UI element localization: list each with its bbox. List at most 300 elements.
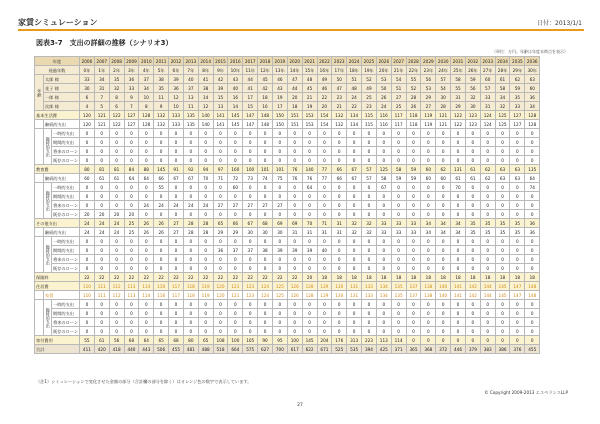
value-cell: 627: [258, 345, 273, 354]
temporary-row: [35, 318, 540, 327]
value-cell: 0: [109, 237, 124, 246]
value-cell: 0: [451, 300, 466, 309]
value-cell: 4: [80, 102, 95, 111]
temporary-row: [35, 147, 540, 156]
value-cell: 151: [287, 111, 302, 120]
value-cell: 132: [332, 111, 347, 120]
value-cell: 0: [287, 183, 302, 192]
value-cell: 57: [480, 84, 495, 93]
value-cell: 35: [465, 219, 480, 228]
value-cell: 0: [332, 147, 347, 156]
value-cell: 4年: [139, 66, 154, 75]
value-cell: 0: [183, 237, 198, 246]
value-cell: 0: [406, 318, 421, 327]
temporary-row: [35, 255, 540, 264]
value-cell: 0: [510, 318, 525, 327]
value-cell: 18年: [347, 66, 362, 75]
value-cell: 0: [480, 246, 495, 255]
value-cell: 0: [139, 309, 154, 318]
value-cell: 20: [94, 210, 109, 219]
value-cell: 0: [332, 255, 347, 264]
indent-cell: [35, 183, 44, 219]
indent-cell: [35, 291, 44, 300]
row-label: 期間的支出: [52, 309, 80, 318]
value-cell: 19年: [362, 66, 377, 75]
value-cell: 91: [169, 165, 184, 174]
row-label: 期間的支出: [52, 192, 80, 201]
row-label: 既存のローン: [53, 211, 79, 217]
value-cell: 0: [451, 327, 466, 336]
value-cell: 0: [302, 318, 317, 327]
value-cell: 0: [213, 156, 228, 165]
value-cell: 13: [183, 93, 198, 102]
value-cell: 30: [80, 84, 95, 93]
value-cell: 48: [302, 75, 317, 84]
value-cell: 81: [109, 165, 124, 174]
value-cell: 24: [80, 219, 95, 228]
value-cell: 127: [510, 120, 525, 129]
value-cell: 0: [169, 129, 184, 138]
value-cell: 68: [124, 336, 139, 345]
value-cell: 0: [94, 255, 109, 264]
value-cell: 134: [347, 111, 362, 120]
value-cell: 0: [495, 192, 510, 201]
value-cell: 122: [109, 111, 124, 120]
value-cell: 46: [317, 84, 332, 93]
value-cell: 0: [421, 327, 436, 336]
value-cell: 0: [421, 318, 436, 327]
value-cell: 41: [243, 84, 258, 93]
value-cell: 0: [376, 318, 391, 327]
value-cell: 124: [480, 111, 495, 120]
value-cell: 0: [347, 183, 362, 192]
value-cell: 60: [436, 174, 451, 183]
value-cell: 0: [198, 309, 213, 318]
value-cell: 114: [391, 336, 406, 345]
value-cell: 0: [302, 255, 317, 264]
value-cell: 0: [465, 210, 480, 219]
value-cell: 0: [94, 237, 109, 246]
value-cell: 0: [124, 201, 139, 210]
value-cell: 0: [451, 318, 466, 327]
value-cell: 22: [287, 273, 302, 282]
value-cell: 6: [80, 93, 95, 102]
value-cell: 29: [421, 93, 436, 102]
total-row: [35, 345, 540, 354]
value-cell: 61: [451, 174, 466, 183]
value-cell: 55: [406, 75, 421, 84]
value-cell: 0: [124, 183, 139, 192]
value-cell: 0: [451, 156, 466, 165]
value-cell: 0: [362, 192, 377, 201]
value-cell: 2008: [109, 57, 124, 66]
value-cell: 24: [139, 201, 154, 210]
value-cell: 35: [154, 84, 169, 93]
value-cell: 0: [198, 129, 213, 138]
value-cell: 29: [228, 228, 243, 237]
value-cell: 18: [347, 273, 362, 282]
value-cell: 440: [124, 345, 139, 354]
value-cell: 0: [362, 147, 377, 156]
value-cell: 0: [465, 183, 480, 192]
value-cell: 61: [495, 75, 510, 84]
value-cell: 113: [124, 282, 139, 291]
value-cell: 43: [272, 84, 287, 93]
value-cell: 141: [451, 282, 466, 291]
value-cell: 0: [480, 147, 495, 156]
value-cell: 127: [124, 111, 139, 120]
value-cell: 0: [243, 183, 258, 192]
value-cell: 28: [436, 102, 451, 111]
value-cell: 0: [465, 201, 480, 210]
value-cell: 0: [465, 318, 480, 327]
value-cell: 0: [525, 336, 540, 345]
value-cell: 22: [272, 273, 287, 282]
value-cell: 145: [495, 282, 510, 291]
value-cell: 0: [421, 264, 436, 273]
value-cell: 123: [243, 291, 258, 300]
value-cell: 133: [169, 120, 184, 129]
value-cell: 0: [421, 246, 436, 255]
value-cell: 18: [376, 273, 391, 282]
value-cell: 0: [228, 318, 243, 327]
value-cell: 0: [347, 201, 362, 210]
value-cell: 123: [465, 111, 480, 120]
value-cell: 128: [525, 111, 540, 120]
value-cell: 31: [451, 93, 466, 102]
value-cell: 446: [451, 345, 466, 354]
value-cell: 0: [287, 147, 302, 156]
value-cell: 9: [154, 102, 169, 111]
value-cell: 0: [154, 129, 169, 138]
section-label: その他支出: [35, 219, 80, 228]
value-cell: 81: [94, 165, 109, 174]
value-cell: 59: [391, 174, 406, 183]
value-cell: 0: [347, 138, 362, 147]
value-cell: 0: [362, 183, 377, 192]
indent-cell: [35, 300, 44, 336]
value-cell: 0: [258, 192, 273, 201]
value-cell: 0: [94, 138, 109, 147]
value-cell: 0: [332, 129, 347, 138]
value-cell: 100: [287, 336, 302, 345]
value-cell: 383: [480, 345, 495, 354]
value-cell: 74: [525, 183, 540, 192]
value-cell: 71: [213, 174, 228, 183]
value-cell: 0: [376, 156, 391, 165]
value-cell: 0: [495, 318, 510, 327]
value-cell: 0: [317, 237, 332, 246]
value-cell: 0: [124, 237, 139, 246]
value-cell: 0: [436, 192, 451, 201]
value-cell: 10: [169, 102, 184, 111]
value-cell: 22: [243, 273, 258, 282]
value-cell: 119: [421, 111, 436, 120]
value-cell: 425: [376, 345, 391, 354]
value-cell: 37: [139, 75, 154, 84]
value-cell: 0: [391, 156, 406, 165]
value-cell: 22: [169, 273, 184, 282]
value-cell: 0: [362, 246, 377, 255]
value-cell: 0: [124, 138, 139, 147]
value-cell: 18: [391, 273, 406, 282]
value-cell: 117: [391, 120, 406, 129]
year-header-label: 年度: [35, 57, 80, 66]
value-cell: 0: [421, 129, 436, 138]
value-cell: 94: [198, 165, 213, 174]
value-cell: 0: [525, 318, 540, 327]
value-cell: 101: [258, 165, 273, 174]
value-cell: 0: [332, 327, 347, 336]
value-cell: 38: [258, 246, 273, 255]
value-cell: 18: [258, 93, 273, 102]
value-cell: 12年: [258, 66, 273, 75]
value-cell: 120: [213, 291, 228, 300]
value-cell: 0: [465, 147, 480, 156]
value-cell: 0: [391, 264, 406, 273]
value-cell: 126: [287, 291, 302, 300]
age-row-label: 一郎 様: [44, 93, 80, 102]
value-cell: 0: [362, 210, 377, 219]
value-cell: 122: [109, 120, 124, 129]
value-cell: 0: [465, 156, 480, 165]
value-cell: 25: [362, 93, 377, 102]
row-label: 将来のローン: [53, 148, 79, 154]
value-cell: 0: [391, 309, 406, 318]
value-cell: 0: [391, 183, 406, 192]
value-cell: 35: [109, 75, 124, 84]
value-cell: 20: [80, 210, 95, 219]
value-cell: 0: [391, 246, 406, 255]
value-cell: 0: [198, 300, 213, 309]
section-label: 基本生活費: [35, 111, 80, 120]
value-cell: 27: [243, 201, 258, 210]
value-cell: 145: [495, 291, 510, 300]
value-cell: 27年: [480, 66, 495, 75]
value-cell: 0: [510, 192, 525, 201]
value-cell: 0: [258, 237, 273, 246]
value-cell: 122: [451, 120, 466, 129]
value-cell: 0: [287, 129, 302, 138]
value-cell: 58: [451, 75, 466, 84]
value-cell: 0: [287, 300, 302, 309]
value-cell: 2006: [80, 57, 95, 66]
value-cell: 0: [510, 147, 525, 156]
value-cell: 0: [272, 183, 287, 192]
value-cell: 9: [124, 93, 139, 102]
value-cell: 15年: [302, 66, 317, 75]
value-cell: 13: [213, 102, 228, 111]
row-label: 一時的支出: [52, 129, 80, 138]
value-cell: 0: [451, 309, 466, 318]
value-cell: 0: [495, 138, 510, 147]
value-cell: 0: [421, 255, 436, 264]
value-cell: 21: [302, 93, 317, 102]
value-cell: 0: [421, 138, 436, 147]
value-cell: 118: [406, 120, 421, 129]
value-cell: 0: [451, 147, 466, 156]
value-cell: 0: [258, 138, 273, 147]
value-cell: 0: [436, 210, 451, 219]
value-cell: 0: [228, 300, 243, 309]
value-cell: 0: [109, 309, 124, 318]
value-cell: 0: [272, 192, 287, 201]
value-cell: 115: [362, 120, 377, 129]
value-cell: 30: [436, 93, 451, 102]
value-cell: 0: [198, 318, 213, 327]
value-cell: 0: [421, 201, 436, 210]
value-cell: 0: [436, 246, 451, 255]
value-cell: 481: [183, 345, 198, 354]
value-cell: 35: [465, 228, 480, 237]
value-cell: 0: [109, 129, 124, 138]
value-cell: 0: [228, 237, 243, 246]
value-cell: 0: [287, 192, 302, 201]
value-cell: 0: [272, 255, 287, 264]
value-cell: 22: [139, 273, 154, 282]
temporary-row: [35, 183, 540, 192]
value-cell: 0: [421, 309, 436, 318]
value-cell: 0: [183, 327, 198, 336]
value-cell: 53: [376, 75, 391, 84]
value-cell: 0: [109, 318, 124, 327]
value-cell: 2034: [495, 57, 510, 66]
value-cell: 0: [183, 156, 198, 165]
value-cell: 0: [480, 300, 495, 309]
value-cell: 58: [376, 174, 391, 183]
value-cell: 0: [154, 237, 169, 246]
value-cell: 0: [376, 138, 391, 147]
value-cell: 72: [228, 174, 243, 183]
value-cell: 0: [287, 264, 302, 273]
value-cell: 0: [317, 309, 332, 318]
value-cell: 0: [391, 138, 406, 147]
value-cell: 0: [436, 309, 451, 318]
value-cell: 0: [94, 129, 109, 138]
value-cell: 0: [124, 309, 139, 318]
value-cell: 0: [198, 237, 213, 246]
value-cell: 2010: [139, 57, 154, 66]
value-cell: 34: [139, 84, 154, 93]
value-cell: 0: [243, 129, 258, 138]
value-cell: 2011: [154, 57, 169, 66]
value-cell: 150: [272, 120, 287, 129]
value-cell: 33: [80, 75, 95, 84]
value-cell: 115: [362, 111, 377, 120]
value-cell: 114: [139, 291, 154, 300]
year-header-row: [35, 57, 540, 66]
value-cell: 0: [258, 264, 273, 273]
value-cell: 0: [94, 192, 109, 201]
value-cell: 7: [124, 102, 139, 111]
value-cell: 2018: [258, 57, 273, 66]
value-cell: 0: [169, 237, 184, 246]
value-cell: 36: [525, 93, 540, 102]
value-cell: 24: [376, 102, 391, 111]
value-cell: 0: [258, 300, 273, 309]
value-cell: 0: [376, 192, 391, 201]
value-cell: 20: [124, 210, 139, 219]
value-cell: 0: [347, 210, 362, 219]
value-cell: 97: [213, 165, 228, 174]
value-cell: 54: [391, 75, 406, 84]
value-cell: 16年: [317, 66, 332, 75]
value-cell: 154: [317, 120, 332, 129]
value-cell: 0: [183, 255, 198, 264]
value-cell: 24: [109, 228, 124, 237]
value-cell: 55: [80, 336, 95, 345]
value-cell: 0: [154, 255, 169, 264]
value-cell: 0: [80, 327, 95, 336]
value-cell: 60: [421, 174, 436, 183]
value-cell: 12: [198, 102, 213, 111]
value-cell: 55: [154, 183, 169, 192]
value-cell: 0: [302, 309, 317, 318]
value-cell: 22: [183, 273, 198, 282]
value-cell: 124: [258, 282, 273, 291]
value-cell: 0: [451, 129, 466, 138]
value-cell: 0: [451, 210, 466, 219]
value-cell: 19: [302, 102, 317, 111]
value-cell: 0: [183, 147, 198, 156]
value-cell: 0: [272, 156, 287, 165]
value-cell: 2009: [124, 57, 139, 66]
value-cell: 63: [525, 75, 540, 84]
value-cell: 63: [495, 165, 510, 174]
value-cell: 0: [332, 246, 347, 255]
value-cell: 60: [228, 183, 243, 192]
value-cell: 114: [139, 282, 154, 291]
section-row: [35, 219, 540, 228]
value-cell: 0: [436, 201, 451, 210]
temporary-row: [35, 327, 540, 336]
value-cell: 18: [510, 273, 525, 282]
value-cell: 0: [302, 327, 317, 336]
value-cell: 160: [228, 165, 243, 174]
value-cell: 44: [243, 75, 258, 84]
value-cell: 31: [302, 228, 317, 237]
section-label: 住居費: [35, 282, 80, 291]
value-cell: 58: [391, 165, 406, 174]
value-cell: 18: [480, 273, 495, 282]
value-cell: 0: [154, 309, 169, 318]
value-cell: 0: [480, 264, 495, 273]
value-cell: 18: [362, 273, 377, 282]
value-cell: 0: [198, 138, 213, 147]
value-cell: 67: [347, 174, 362, 183]
temporary-row: [35, 237, 540, 246]
value-cell: 0: [183, 300, 198, 309]
value-cell: 0: [510, 264, 525, 273]
section-row: [35, 111, 540, 120]
rent-row: [35, 291, 540, 300]
value-cell: 75: [272, 174, 287, 183]
value-cell: 34: [495, 93, 510, 102]
value-cell: 33: [406, 228, 421, 237]
value-cell: 33: [376, 219, 391, 228]
value-cell: 0: [124, 300, 139, 309]
temporary-row: [35, 156, 540, 165]
value-cell: 57: [362, 165, 377, 174]
value-cell: 0: [480, 156, 495, 165]
value-cell: 125: [272, 282, 287, 291]
value-cell: 11: [154, 93, 169, 102]
value-cell: 2029: [421, 57, 436, 66]
value-cell: 0: [362, 237, 377, 246]
value-cell: 0: [213, 147, 228, 156]
value-cell: 151: [287, 120, 302, 129]
value-cell: 0: [451, 201, 466, 210]
